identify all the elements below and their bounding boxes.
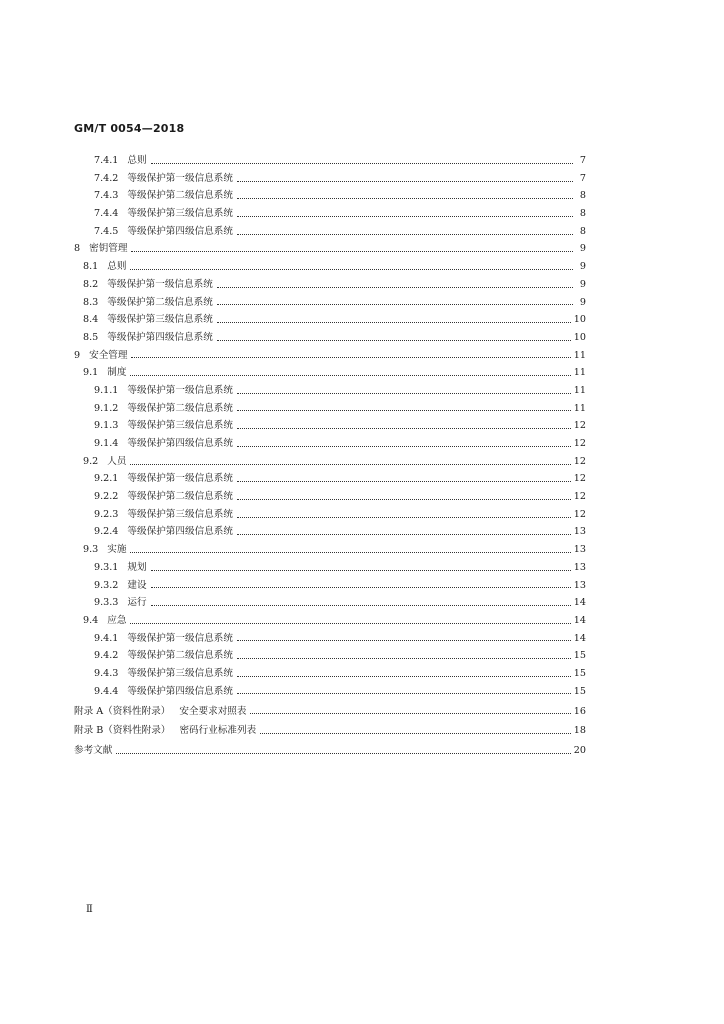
toc-entry[interactable] <box>74 541 586 559</box>
toc-entry[interactable] <box>74 665 586 683</box>
toc-entry-number: 9.3.1 <box>94 561 119 573</box>
toc-entry-title: 等级保护第三级信息系统 <box>127 667 233 679</box>
dot-leader <box>237 533 571 535</box>
dot-leader <box>237 639 571 641</box>
toc-entry-page: 9 <box>579 296 586 308</box>
dot-leader <box>237 197 573 199</box>
toc-entry-page: 13 <box>573 579 586 591</box>
toc-entry-number: 7.4.4 <box>94 208 119 220</box>
toc-entry-page: 15 <box>573 685 586 697</box>
toc-entry-number: 7.4.2 <box>94 172 119 184</box>
toc-entry[interactable] <box>74 647 586 665</box>
toc-entry[interactable] <box>74 703 586 721</box>
toc-entry-number: 9.2.4 <box>94 526 119 538</box>
toc-entry-title: 等级保护第三级信息系统 <box>127 208 233 220</box>
toc-entry-title: 安全管理 <box>89 349 128 361</box>
toc-entry[interactable] <box>74 630 586 648</box>
dot-leader <box>237 675 571 677</box>
toc-entry-number: 附录 A（资料性附录） <box>74 705 171 717</box>
dot-leader <box>130 374 570 376</box>
toc-entry[interactable] <box>74 187 586 205</box>
toc-entry-number: 9.2.1 <box>94 473 119 485</box>
toc-entry[interactable] <box>74 223 586 241</box>
toc-entry-number: 8 <box>74 243 81 255</box>
toc-entry[interactable] <box>74 294 586 312</box>
dot-leader <box>217 321 571 323</box>
toc-entry-title: 人员 <box>107 455 127 467</box>
toc-entry-number: 9.2.3 <box>94 508 119 520</box>
toc-entry-title: 制度 <box>107 367 127 379</box>
toc-entry-page: 12 <box>573 491 586 503</box>
toc-entry-number: 附录 B（资料性附录） <box>74 725 171 737</box>
toc-entry[interactable] <box>74 311 586 329</box>
toc-entry-page: 16 <box>573 705 586 717</box>
dot-leader <box>131 356 570 358</box>
toc-entry-page: 8 <box>579 208 586 220</box>
toc-entry-number: 8.4 <box>83 314 99 326</box>
toc-entry-page: 8 <box>579 225 586 237</box>
toc-entry-page: 10 <box>573 331 586 343</box>
toc-entry-title: 等级保护第三级信息系统 <box>127 420 233 432</box>
toc-entry[interactable] <box>74 488 586 506</box>
dot-leader <box>237 180 573 182</box>
toc-entry-title: 等级保护第三级信息系统 <box>107 314 213 326</box>
toc-entry-title: 等级保护第三级信息系统 <box>127 508 233 520</box>
dot-leader <box>217 286 573 288</box>
toc-entry[interactable] <box>74 364 586 382</box>
toc-entry-page: 13 <box>573 526 586 538</box>
toc-entry[interactable] <box>74 240 586 258</box>
dot-leader <box>151 569 571 571</box>
toc-entry-number: 9.1.2 <box>94 402 119 414</box>
toc-entry-page: 14 <box>573 632 586 644</box>
toc-entry[interactable] <box>74 722 586 740</box>
toc-entry[interactable] <box>74 205 586 223</box>
toc-entry-title: 密钥管理 <box>89 243 128 255</box>
toc-entry-title: 等级保护第二级信息系统 <box>127 190 233 202</box>
toc-entry-title: 等级保护第四级信息系统 <box>127 438 233 450</box>
toc-entry-number: 9.1.3 <box>94 420 119 432</box>
toc-entry-number: 9.4.1 <box>94 632 119 644</box>
toc-entry-number: 9.4 <box>83 614 99 626</box>
table-of-contents <box>74 152 586 760</box>
toc-entry-page: 11 <box>573 349 586 361</box>
toc-entry-number: 8.3 <box>83 296 99 308</box>
document-code: GM/T 0054—2018 <box>74 122 185 135</box>
toc-entry-page: 7 <box>579 172 586 184</box>
toc-entry-page: 12 <box>573 508 586 520</box>
toc-entry-page: 9 <box>579 243 586 255</box>
toc-entry-title: 总则 <box>107 261 127 273</box>
toc-entry-title: 等级保护第一级信息系统 <box>127 384 233 396</box>
dot-leader <box>237 215 573 217</box>
dot-leader <box>130 551 570 553</box>
toc-entry-number: 9.3.3 <box>94 597 119 609</box>
toc-entry-page: 8 <box>579 190 586 202</box>
toc-entry-number: 7.4.3 <box>94 190 119 202</box>
toc-entry-page: 11 <box>573 367 586 379</box>
dot-leader <box>237 445 571 447</box>
toc-entry-number: 9.4.2 <box>94 650 119 662</box>
toc-entry-number: 9.2.2 <box>94 491 119 503</box>
toc-entry-title: 建设 <box>127 579 147 591</box>
toc-entry-number: 7.4.5 <box>94 225 119 237</box>
toc-entry-number: 9.4.4 <box>94 685 119 697</box>
toc-entry-title: 运行 <box>127 597 147 609</box>
dot-leader <box>151 162 573 164</box>
toc-entry-number: 8.2 <box>83 278 99 290</box>
toc-entry-number: 9.3 <box>83 544 99 556</box>
toc-entry-number: 7.4.1 <box>94 155 119 167</box>
toc-entry-title: 应急 <box>107 614 127 626</box>
dot-leader <box>131 250 573 252</box>
toc-entry-page: 9 <box>579 261 586 273</box>
toc-entry-number: 9 <box>74 349 81 361</box>
dot-leader <box>237 498 571 500</box>
toc-entry-page: 10 <box>573 314 586 326</box>
toc-entry-title: 等级保护第二级信息系统 <box>107 296 213 308</box>
dot-leader <box>130 622 570 624</box>
toc-entry-page: 14 <box>573 597 586 609</box>
toc-entry-number: 9.1.1 <box>94 384 119 396</box>
toc-entry-page: 11 <box>573 384 586 396</box>
toc-entry-page: 7 <box>579 155 586 167</box>
toc-entry[interactable] <box>74 453 586 471</box>
toc-entry[interactable] <box>74 347 586 365</box>
toc-entry-page: 12 <box>573 455 586 467</box>
dot-leader <box>237 480 571 482</box>
toc-entry[interactable] <box>74 382 586 400</box>
toc-entry-title: 等级保护第一级信息系统 <box>127 473 233 485</box>
toc-entry-number: 8.5 <box>83 331 99 343</box>
toc-entry-title: 等级保护第二级信息系统 <box>127 402 233 414</box>
toc-entry-title: 等级保护第四级信息系统 <box>127 225 233 237</box>
dot-leader <box>237 392 571 394</box>
toc-entry-number: 9.2 <box>83 455 99 467</box>
page-number: Ⅱ <box>86 904 93 915</box>
dot-leader <box>130 268 573 270</box>
toc-entry[interactable] <box>74 559 586 577</box>
toc-entry-page: 15 <box>573 650 586 662</box>
dot-leader <box>260 732 571 734</box>
toc-entry-title: 等级保护第一级信息系统 <box>107 278 213 290</box>
toc-entry-number: 参考文献 <box>74 745 113 757</box>
toc-entry[interactable] <box>74 612 586 630</box>
dot-leader <box>250 712 570 714</box>
toc-entry-page: 11 <box>573 402 586 414</box>
toc-entry-title: 等级保护第一级信息系统 <box>127 172 233 184</box>
toc-entry-title: 等级保护第一级信息系统 <box>127 632 233 644</box>
toc-entry-title: 等级保护第二级信息系统 <box>127 650 233 662</box>
toc-entry[interactable] <box>74 523 586 541</box>
dot-leader <box>217 339 571 341</box>
toc-entry-page: 9 <box>579 278 586 290</box>
toc-entry[interactable] <box>74 470 586 488</box>
toc-entry-page: 12 <box>573 473 586 485</box>
dot-leader <box>237 692 571 694</box>
toc-entry[interactable] <box>74 152 586 170</box>
toc-entry-page: 12 <box>573 438 586 450</box>
toc-entry[interactable] <box>74 506 586 524</box>
dot-leader <box>237 516 571 518</box>
dot-leader <box>151 604 571 606</box>
toc-entry-page: 18 <box>573 725 586 737</box>
toc-entry[interactable] <box>74 577 586 595</box>
toc-entry[interactable] <box>74 276 586 294</box>
toc-entry-number: 8.1 <box>83 261 99 273</box>
toc-entry[interactable] <box>74 170 586 188</box>
dot-leader <box>151 586 571 588</box>
dot-leader <box>130 463 570 465</box>
dot-leader <box>237 427 571 429</box>
toc-entry[interactable] <box>74 329 586 347</box>
toc-entry[interactable] <box>74 400 586 418</box>
toc-entry-title: 实施 <box>107 544 127 556</box>
toc-entry[interactable] <box>74 417 586 435</box>
toc-entry-page: 14 <box>573 614 586 626</box>
toc-entry-number: 9.1.4 <box>94 438 119 450</box>
toc-entry-title: 等级保护第四级信息系统 <box>127 526 233 538</box>
toc-entry[interactable] <box>74 594 586 612</box>
toc-entry[interactable] <box>74 742 586 760</box>
toc-entry-page: 12 <box>573 420 586 432</box>
dot-leader <box>217 303 573 305</box>
toc-entry[interactable] <box>74 258 586 276</box>
toc-entry-title: 规划 <box>127 561 147 573</box>
toc-entry-page: 13 <box>573 561 586 573</box>
toc-entry-title: 密码行业标准列表 <box>179 725 257 737</box>
toc-entry-title: 总则 <box>127 155 147 167</box>
toc-entry[interactable] <box>74 683 586 701</box>
toc-entry-title: 安全要求对照表 <box>179 705 247 717</box>
toc-entry-title: 等级保护第四级信息系统 <box>107 331 213 343</box>
dot-leader <box>237 657 571 659</box>
toc-entry-title: 等级保护第二级信息系统 <box>127 491 233 503</box>
dot-leader <box>116 752 570 754</box>
toc-entry-page: 20 <box>573 745 586 757</box>
dot-leader <box>237 233 573 235</box>
toc-entry-page: 15 <box>573 667 586 679</box>
dot-leader <box>237 409 571 411</box>
toc-entry-number: 9.1 <box>83 367 99 379</box>
toc-entry-page: 13 <box>573 544 586 556</box>
toc-entry-number: 9.4.3 <box>94 667 119 679</box>
toc-entry-number: 9.3.2 <box>94 579 119 591</box>
toc-entry-title: 等级保护第四级信息系统 <box>127 685 233 697</box>
toc-entry[interactable] <box>74 435 586 453</box>
